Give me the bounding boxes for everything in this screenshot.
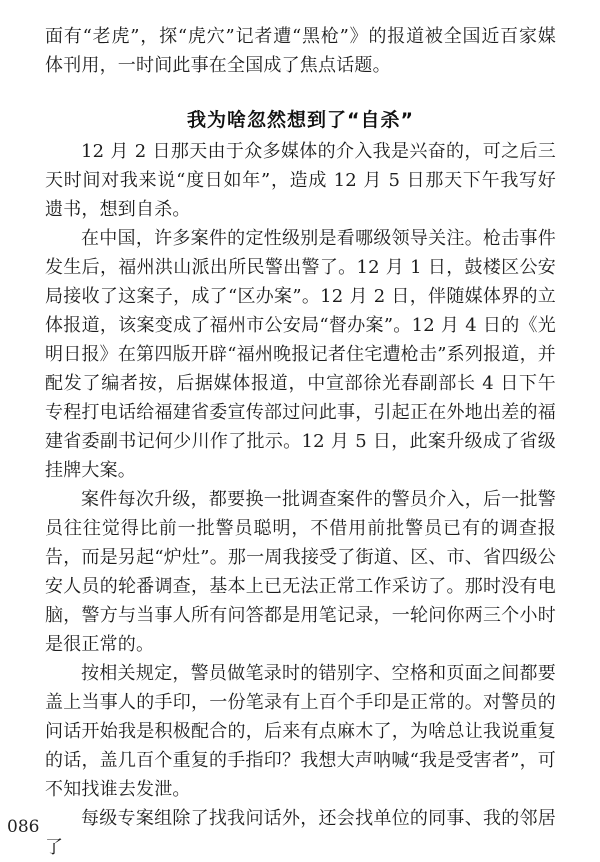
paragraph: 12 月 2 日那天由于众多媒体的介入我是兴奋的，可之后三天时间对我来说“度日如年”，造成 12 月 5 日那天下午我写好遗书，想到自杀。 (45, 141, 556, 220)
paragraph: 在中国，许多案件的定性级别是看哪级领导关注。枪击事件发生后，福州洪山派出所民警出警了。12 月 1 日，鼓楼区公安局接收了这案子，成了“区办案”。12 月 2 日，伴随媒体界的立体报道，该案变成了福州市公安局“督办案”。12 月 4 日的《光明日报》在第四版开辟“福州晚报记者住宅遭枪击”系列报道，并配发了编者按，后据媒体报道，中宣部徐光春副部长 4 日下午专程打电话给福建省委宣传部过问此事，引起正在外地出差的福建省委副书记何少川作了批示。12 月 5 日，此案升级成了省级挂牌大案。 (45, 228, 556, 481)
paragraph: 按相关规定，警员做笔录时的错别字、空格和页面之间都要盖上当事人的手印，一份笔录有上百个手印是正常的。对警员的问话开始我是积极配合的，后来有点麻木了，为啥总让我说重复的话，盖几百个重复的手指印？我想大声呐喊“我是受害者”，可不知找谁去发泄。 (45, 663, 556, 800)
page-text (45, 22, 556, 862)
section-heading: 我为啥忽然想到了“自杀” (187, 109, 414, 131)
paragraph: 面有“老虎”，探“虎穴”记者遭“黑枪”》的报道被全国近百家媒体刊用，一时间此事在全国成了焦点话题。 (45, 26, 556, 76)
paragraph: 案件每次升级，都要换一批调查案件的警员介入，后一批警员往往觉得比前一批警员聪明，不借用前批警员已有的调查报告，而是另起“炉灶”。那一周我接受了街道、区、市、省四级公安人员的轮番调查，基本上已无法正常工作采访了。那时没有电脑，警方与当事人所有问答都是用笔记录，一轮问你两三个小时是很正常的。 (45, 489, 556, 655)
paragraph: 每级专案组除了找我问话外，还会找单位的同事、我的邻居了 (45, 808, 556, 858)
page-number: 086 (7, 817, 40, 837)
